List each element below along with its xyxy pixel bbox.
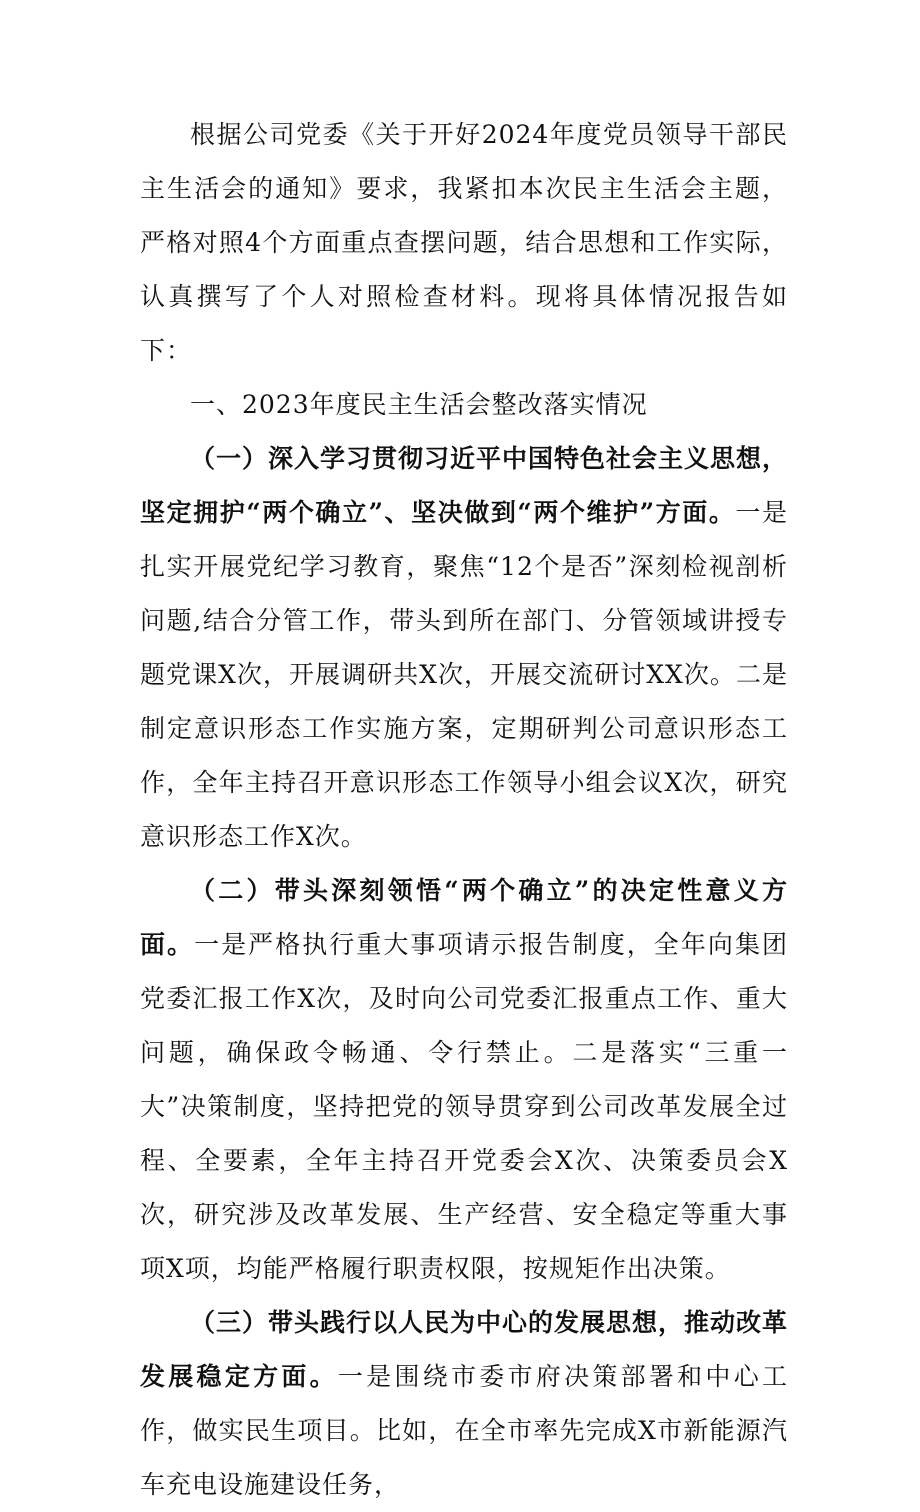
item-3-paragraph <box>140 1296 788 1512</box>
item-3-title: （三）带头践行以人民为中心的发展思想，推动改革发展稳定方面。 <box>140 1308 789 1391</box>
item-3-body: 一是围绕市委市府决策部署和中心工作，做实民生项目。比如，在全市率先完成X市新能源汽车充电设施建设任务， <box>140 1362 788 1499</box>
item-2-paragraph <box>140 864 788 1296</box>
section-heading-1: 一、2023年度民主生活会整改落实情况 <box>190 390 648 419</box>
item-2-body: 一是严格执行重大事项请示报告制度，全年向集团党委汇报工作X次，及时向公司党委汇报重点工作、重大问题，确保政令畅通、令行禁止。二是落实“三重一大”决策制度，坚持把党的领导贯穿到公司改革发展全过程、全要素，全年主持召开党委会X次、决策委员会X次，研究涉及改革发展、生产经营、安全稳定等重大事项X项，均能严格履行职责权限，按规矩作出决策。 <box>140 930 788 1283</box>
item-1-paragraph <box>140 432 788 864</box>
intro-paragraph: 根据公司党委《关于开好2024年度党员领导干部民主生活会的通知》要求，我紧扣本次民主生活会主题，严格对照4个方面重点查摆问题，结合思想和工作实际，认真撰写了个人对照检查材料。现将具体情况报告如下： <box>140 120 788 365</box>
item-1-title: （一）深入学习贯彻习近平中国特色社会主义思想，坚定拥护“两个确立”、坚决做到“两个维护”方面。 <box>140 444 789 527</box>
item-1-body: 一是扎实开展党纪学习教育，聚焦“12个是否”深刻检视剖析问题,结合分管工作，带头到所在部门、分管领域讲授专题党课X次，开展调研共X次，开展交流研讨XX次。二是制定意识形态工作实施方案，定期研判公司意识形态工作，全年主持召开意识形态工作领导小组会议X次，研究意识形态工作X次。 <box>140 498 788 851</box>
item-2-title: （二）带头深刻领悟“两个确立”的决定性意义方面。 <box>140 876 788 959</box>
